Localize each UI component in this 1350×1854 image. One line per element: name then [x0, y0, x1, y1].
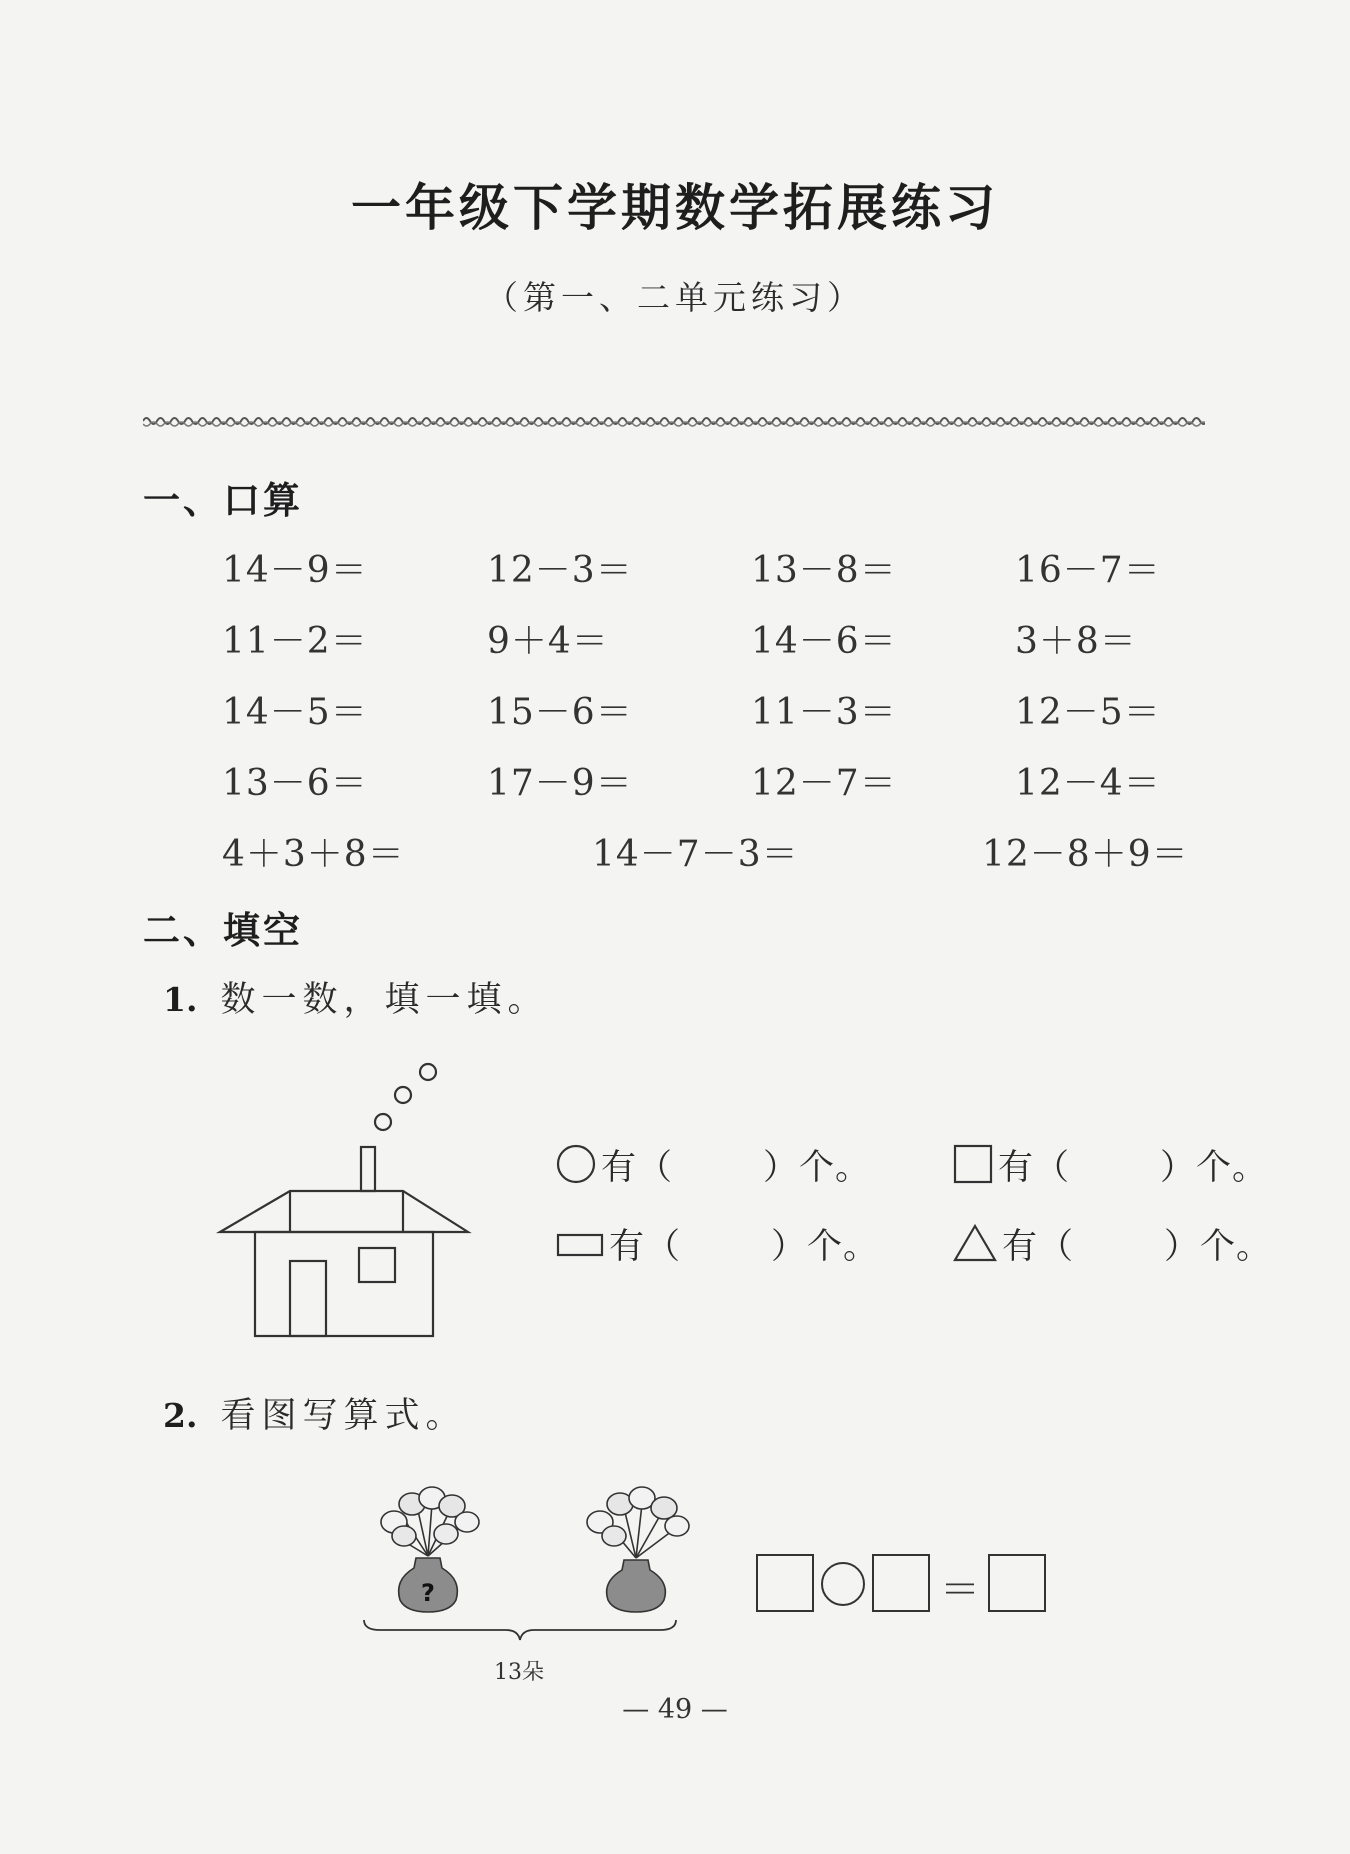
problem-r4c1: 13－6＝	[222, 763, 368, 804]
equation-box-2[interactable]	[872, 1554, 930, 1612]
question-1-text: 数一数，填一填。	[220, 980, 549, 1020]
question-2-text: 看图写算式。	[220, 1396, 467, 1436]
problem-r4c2: 17－9＝	[487, 763, 633, 804]
question-1	[163, 972, 549, 1022]
problem-r5c1: 4＋3＋8＝	[222, 834, 405, 875]
wavy-divider	[143, 414, 1205, 430]
circle-icon	[555, 1143, 597, 1185]
page-title: 一年级下学期数学拓展练习	[351, 179, 999, 237]
window-square	[359, 1248, 395, 1282]
door-rectangle	[290, 1261, 326, 1336]
problem-r1c1: 14－9＝	[222, 550, 368, 591]
smoke-circle-icon	[375, 1114, 391, 1130]
smoke-circle-icon	[395, 1087, 411, 1103]
operator-circle-icon[interactable]	[818, 1560, 868, 1608]
section-oral-calc-heading: 一、口算	[143, 479, 303, 522]
question-1-number: 1.	[163, 980, 198, 1019]
page-subtitle: （第一、二单元练习）	[485, 278, 865, 317]
question-2	[163, 1388, 467, 1438]
fill-item-square: 有（ ）个。	[952, 1140, 1268, 1190]
problem-r4c4: 12－4＝	[1015, 763, 1161, 804]
problem-r4c3: 12－7＝	[751, 763, 897, 804]
problem-r2c1: 11－2＝	[222, 621, 368, 662]
roof-shape	[220, 1191, 468, 1232]
problem-r2c3: 14－6＝	[751, 621, 897, 662]
problem-r3c2: 15－6＝	[487, 692, 633, 733]
problem-r2c2: 9＋4＝	[487, 621, 609, 662]
question-2-number: 2.	[163, 1396, 198, 1435]
page-number: — 49 —	[622, 1694, 728, 1725]
fill-item-triangle: 有（ ）个。	[952, 1219, 1272, 1269]
problem-r5c3: 12－8＋9＝	[982, 834, 1189, 875]
problem-r3c3: 11－3＝	[751, 692, 897, 733]
equation-box-1[interactable]	[756, 1554, 814, 1612]
smoke-circle-icon	[420, 1064, 436, 1080]
problem-r5c2: 14－7－3＝	[592, 834, 799, 875]
flower-vase-right	[580, 1482, 692, 1616]
square-icon	[952, 1143, 994, 1185]
flower-vase-left	[372, 1476, 484, 1616]
problem-r2c4: 3＋8＝	[1015, 621, 1137, 662]
problem-r1c3: 13－8＝	[751, 550, 897, 591]
fill-item-rectangle: 有（ ）个。	[555, 1219, 879, 1269]
problem-r3c1: 14－5＝	[222, 692, 368, 733]
brace-total	[360, 1618, 680, 1642]
brace-label: 13朵	[494, 1660, 544, 1685]
triangle-icon	[952, 1222, 998, 1264]
equals-sign: ＝	[940, 1567, 980, 1613]
fill-item-circle: 有（ ）个。	[555, 1140, 871, 1190]
section-fill-blank-heading: 二、填空	[143, 909, 303, 952]
problem-r1c2: 12－3＝	[487, 550, 633, 591]
house-body-rectangle	[255, 1232, 433, 1336]
house-shapes-figure	[215, 1055, 475, 1345]
problem-r1c4: 16－7＝	[1015, 550, 1161, 591]
rectangle-icon	[555, 1222, 605, 1264]
problem-r3c4: 12－5＝	[1015, 692, 1161, 733]
chimney-rectangle	[361, 1147, 375, 1191]
vase-question-mark: ?	[421, 1579, 435, 1607]
equation-box-answer[interactable]	[988, 1554, 1046, 1612]
